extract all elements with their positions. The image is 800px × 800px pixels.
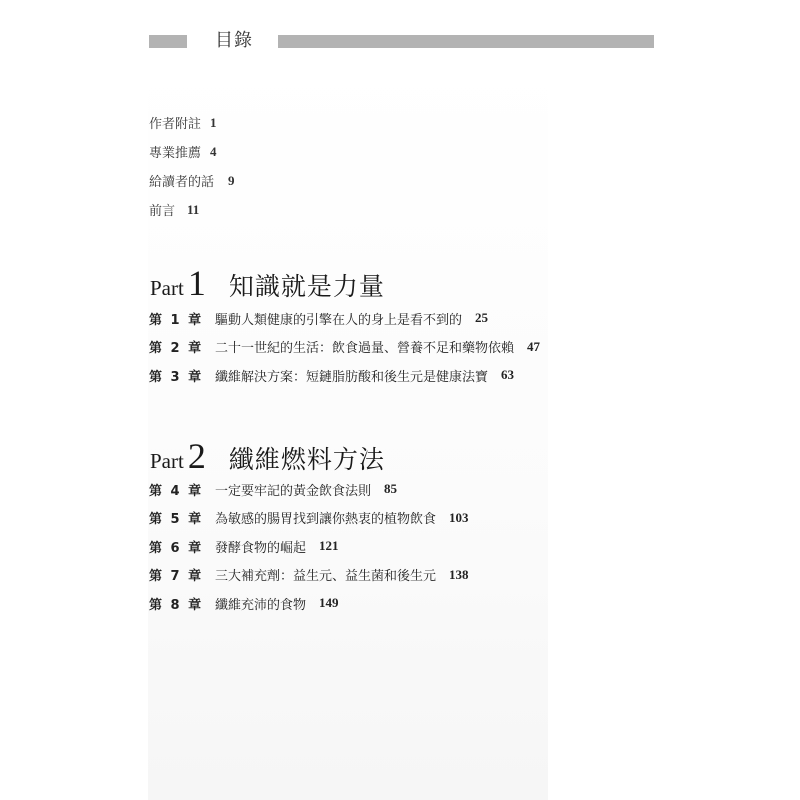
chapter-label: 第 5 章: [149, 512, 204, 528]
part-word: Part: [150, 449, 184, 473]
chapter-page: 103: [449, 509, 469, 525]
chapter-title: 發酵食物的崛起: [215, 540, 307, 556]
part-1-chapter-list: [149, 304, 540, 390]
part-1-heading: [150, 262, 385, 304]
part-2-heading: [150, 435, 385, 477]
front-matter-page: 4: [210, 143, 217, 159]
chapter-page: 47: [527, 338, 541, 354]
front-matter-page: 9: [228, 172, 235, 188]
front-matter-title: 給讀者的話: [149, 175, 215, 190]
part-title: 知識就是力量: [228, 272, 385, 301]
part-number: 2: [187, 436, 206, 476]
chapter-label: 第 6 章: [149, 540, 204, 556]
chapter-label: 第 7 章: [149, 569, 204, 585]
page-title: 目錄: [215, 30, 253, 51]
front-matter-item[interactable]: [149, 137, 235, 166]
header-bar-left: [149, 35, 187, 48]
toc-header: [149, 30, 654, 51]
chapter-row[interactable]: [149, 561, 469, 590]
header-bar-right: [278, 35, 654, 48]
chapter-label: 第 3 章: [149, 369, 204, 385]
front-matter-item[interactable]: [149, 195, 235, 224]
chapter-title: 一定要牢記的黃金飲食法則: [215, 483, 372, 499]
chapter-row[interactable]: [149, 361, 540, 390]
front-matter-title: 作者附註: [149, 117, 202, 132]
chapter-row[interactable]: [149, 504, 469, 533]
chapter-page: 25: [475, 310, 489, 326]
chapter-label: 第 4 章: [149, 483, 204, 499]
chapter-page: 138: [449, 566, 469, 582]
chapter-page: 85: [384, 481, 398, 497]
chapter-row[interactable]: [149, 532, 469, 561]
chapter-title: 驅動人類健康的引擎在人的身上是看不到的: [215, 312, 463, 328]
chapter-page: 121: [319, 538, 339, 554]
chapter-title: 二十一世紀的生活：飲食過量、營養不足和藥物依賴: [215, 341, 515, 357]
part-word: Part: [150, 276, 184, 300]
front-matter-title: 前言: [149, 204, 176, 219]
chapter-label: 第 1 章: [149, 312, 204, 328]
part-title: 纖維燃料方法: [228, 445, 385, 474]
chapter-row[interactable]: [149, 333, 540, 362]
chapter-row[interactable]: [149, 304, 540, 333]
front-matter-page: 11: [187, 201, 200, 217]
front-matter-page: 1: [210, 114, 217, 130]
front-matter-title: 專業推薦: [149, 146, 202, 161]
chapter-page: 63: [501, 367, 515, 383]
chapter-row[interactable]: [149, 475, 469, 504]
chapter-title: 三大補充劑：益生元、益生菌和後生元: [215, 569, 437, 585]
front-matter-item[interactable]: [149, 108, 235, 137]
part-number: 1: [187, 263, 206, 303]
front-matter-list: [149, 108, 235, 224]
part-2-chapter-list: [149, 475, 469, 618]
chapter-page: 149: [319, 595, 339, 611]
front-matter-item[interactable]: [149, 166, 235, 195]
chapter-label: 第 8 章: [149, 597, 204, 613]
chapter-title: 為敏感的腸胃找到讓你熱衷的植物飲食: [215, 512, 437, 528]
chapter-title: 纖維充沛的食物: [215, 597, 307, 613]
chapter-row[interactable]: [149, 589, 469, 618]
chapter-label: 第 2 章: [149, 341, 204, 357]
chapter-title: 纖維解決方案：短鏈脂肪酸和後生元是健康法寶: [215, 369, 489, 385]
